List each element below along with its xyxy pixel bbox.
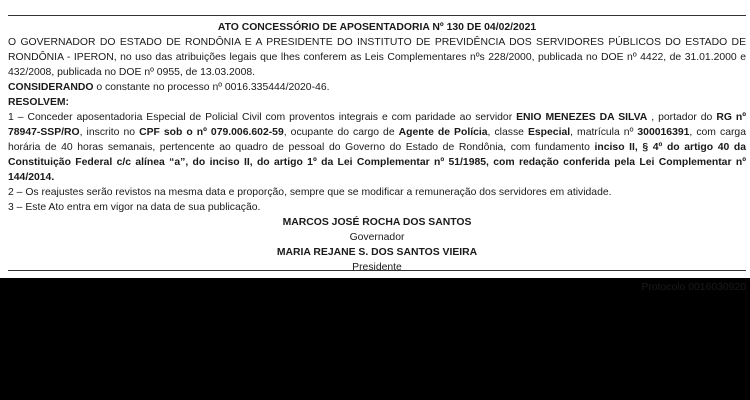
servant-registration: 300016391 — [637, 127, 690, 138]
servant-rg: RG nº 78947-SSP/RO — [8, 112, 747, 138]
item-2: 2 – Os reajustes serão revistos na mesma data e proporção, sempre que se modificar a remuneração dos servidores em atividade. — [8, 187, 612, 198]
item-1-text-d: , ocupante do cargo de — [283, 127, 399, 138]
bottom-divider — [8, 270, 746, 271]
document-body — [8, 20, 746, 295]
document-title: ATO CONCESSÓRIO DE APOSENTADORIA Nº 130 DE 04/02/2021 — [217, 22, 537, 33]
item-1 — [8, 110, 746, 185]
servant-cpf: CPF sob o nº 079.006.602-59 — [139, 127, 284, 138]
item-1-text-c: , inscrito no — [79, 127, 140, 138]
signatory-1-role: Governador — [349, 232, 405, 243]
considerando-paragraph — [8, 80, 746, 95]
item-1-text-b: , portador do — [647, 112, 717, 123]
preamble: O GOVERNADOR DO ESTADO DE RONDÔNIA E A PRESIDENTE DO INSTITUTO DE PREVIDÊNCIA DOS SERVIDORES PÚBLICOS DO ESTADO DE RONDÔNIA - IPERON, no uso das atribuições legais que lhes conferem as Leis Complementares nºs 228/2000, publicada no DOE nº 4422, de 31.01.2000 e 432/2008, publicada no DOE nº 0955, de 13.03.2008. — [8, 37, 746, 78]
considerando-label: CONSIDERANDO — [8, 82, 94, 93]
considerando-text: o constante no processo nº 0016.335444/2020-46. — [93, 82, 330, 93]
servant-name: ENIO MENEZES DA SILVA — [516, 112, 648, 123]
item-3: 3 – Este Ato entra em vigor na data de sua publicação. — [8, 202, 261, 213]
resolvem-label — [8, 95, 746, 110]
signatory-1-name — [8, 215, 746, 230]
servant-role: Agente de Polícia — [398, 127, 488, 138]
item-1-text-g: , com carga horária de 40 horas semanais, pertencente ao quadro de pessoal do Governo do Estado de Rondônia, com fundamento — [8, 127, 746, 153]
item-1-text-a: 1 – Conceder aposentadoria Especial de Policial Civil com proventos integrais e com paridade ao servidor — [8, 112, 517, 123]
item-1-text-f: , matrícula nº — [570, 127, 638, 138]
signatory-2-name-text: MARIA REJANE S. DOS SANTOS VIEIRA — [276, 247, 478, 258]
signatory-1-name-text: MARCOS JOSÉ ROCHA DOS SANTOS — [282, 217, 472, 228]
legal-basis: inciso II, § 4º do artigo 40 da Constituição Federal c/c alínea “a”, do inciso II, do artigo 1º da Lei Complementar nº 51/1985, com redação conferida pela Lei Complementar nº 144/2014. — [8, 142, 746, 183]
resolvem-label-text: RESOLVEM: — [8, 97, 69, 108]
servant-class: Especial — [527, 127, 571, 138]
item-1-text-e: , classe — [487, 127, 528, 138]
top-divider — [8, 15, 746, 16]
signatory-2-role: Presidente — [352, 262, 402, 273]
protocol-number: Protocolo 0016030920 — [641, 282, 746, 293]
signatory-2-name — [8, 245, 746, 260]
